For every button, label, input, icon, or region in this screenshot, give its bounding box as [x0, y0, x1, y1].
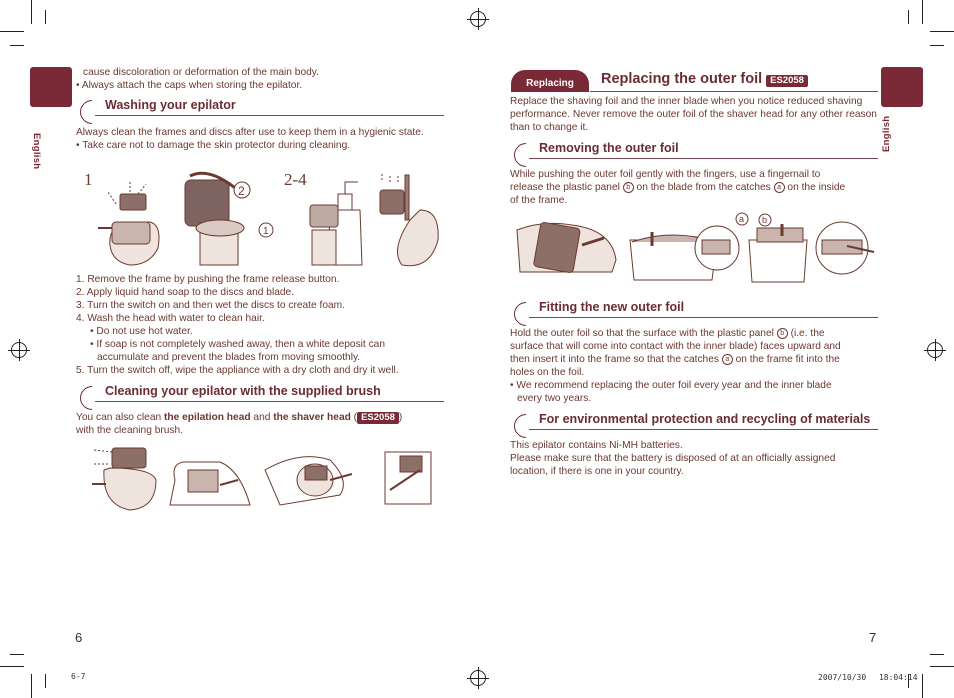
heading-rule	[529, 429, 878, 430]
removing-text: on the inside	[784, 182, 846, 193]
intro-text	[76, 66, 446, 92]
step-item: 2. Apply liquid hand soap to the discs and blade.	[76, 287, 295, 298]
crop-mark	[908, 10, 909, 24]
catch-b-icon: b	[777, 328, 788, 339]
cleaning-bold: the epilation head	[163, 412, 251, 423]
section-heading: For environmental protection and recycling of materials	[539, 412, 871, 426]
step-item: 1. Remove the frame by pushing the frame release button.	[76, 274, 340, 285]
crop-mark	[45, 674, 46, 688]
figure-label: b	[762, 215, 768, 225]
removing-text: release the plastic panel	[510, 182, 623, 193]
registration-mark	[11, 342, 27, 358]
model-badge: ES2058	[357, 412, 399, 424]
crop-mark	[922, 674, 923, 698]
crop-mark	[0, 31, 24, 32]
crop-mark	[31, 0, 32, 24]
intro-line: cause discoloration or deformation of the main body.	[83, 67, 319, 78]
registration-mark	[470, 670, 486, 686]
fitting-paragraph	[510, 327, 882, 405]
fitting-text: then insert it into the frame so that the catches	[510, 354, 722, 365]
fitting-note: • We recommend replacing the outer foil every year and the inner blade	[510, 380, 832, 391]
fitting-text: Hold the outer foil so that the surface with the plastic panel	[510, 328, 777, 339]
heading-rule	[529, 158, 878, 159]
removing-text: on the blade from the catches	[633, 182, 774, 193]
step-item: 5. Turn the switch off, wipe the appliance with a dry cloth and dry it well.	[76, 365, 399, 376]
footer-right: 2007/10/30 18:04:14	[818, 673, 918, 682]
side-label: English	[31, 133, 42, 170]
heading-arc-icon	[509, 138, 543, 172]
cleaning-bold: the shaver head	[273, 412, 351, 423]
crop-mark	[0, 666, 24, 667]
intro-paragraph: Replace the shaving foil and the inner blade when you notice reduced shaving performance. Never remove the outer foil of the shaver head for any other reason than to change it.	[510, 96, 877, 133]
crop-mark	[10, 654, 24, 655]
page-number: 6	[75, 630, 83, 645]
cleaning-paragraph	[76, 411, 448, 437]
washing-note: • Take care not to damage the skin protector during cleaning.	[76, 140, 351, 151]
crop-mark	[10, 45, 24, 46]
heading-arc-icon	[75, 381, 109, 415]
intro-line: • Always attach the caps when storing the epilator.	[76, 80, 303, 91]
heading-rule	[95, 115, 444, 116]
step-item: 3. Turn the switch on and then wet the discs to create foam.	[76, 300, 345, 311]
side-tab	[30, 67, 72, 107]
fitting-note: every two years.	[517, 393, 592, 404]
cleaning-text: You can also clean	[76, 412, 164, 423]
heading-rule	[95, 401, 444, 402]
fitting-text: on the frame fit into the	[732, 354, 840, 365]
replacing-tab	[511, 70, 589, 92]
title-rule	[590, 91, 878, 92]
cleaning-text: )	[398, 412, 403, 423]
step-note: • Do not use hot water.	[90, 326, 193, 337]
crop-mark	[31, 674, 32, 698]
crop-mark	[930, 31, 954, 32]
washing-illustration	[90, 170, 450, 270]
catch-a-icon: a	[722, 354, 733, 365]
step-number: 1	[263, 226, 269, 237]
figure-label: 1	[84, 170, 93, 189]
model-badge: ES2058	[766, 75, 808, 87]
side-label: English	[881, 115, 892, 152]
registration-mark	[927, 342, 943, 358]
steps-list	[76, 273, 446, 377]
step-number: 2	[238, 184, 245, 198]
heading-arc-icon	[75, 95, 109, 129]
crop-mark	[45, 10, 46, 24]
cleaning-text: with the cleaning brush.	[76, 425, 184, 436]
removing-illustration	[512, 210, 882, 290]
crop-mark	[930, 666, 954, 667]
heading-rule	[529, 317, 878, 318]
figure-label: 2-4	[284, 170, 307, 189]
page-number: 7	[869, 630, 877, 645]
washing-text: Always clean the frames and discs after use to keep them in a hygienic state.	[76, 127, 424, 138]
environment-text: This epilator contains Ni-MH batteries.	[510, 440, 683, 451]
fitting-text: (i.e. the	[787, 328, 825, 339]
page-title-text: Replacing the outer foil	[601, 71, 763, 87]
heading-arc-icon	[509, 409, 543, 443]
step-item: 4. Wash the head with water to clean hair.	[76, 313, 265, 324]
catch-b-icon: b	[623, 182, 634, 193]
side-tab	[881, 67, 923, 107]
catch-a-icon: a	[774, 182, 785, 193]
removing-paragraph	[510, 168, 882, 207]
environment-text: Please make sure that the battery is disposed of at an officially assigned	[510, 453, 836, 464]
footer-left: 6-7	[71, 672, 86, 681]
heading-arc-icon	[509, 297, 543, 331]
step-note: accumulate and prevent the blades from moving smoothly.	[97, 352, 361, 363]
washing-paragraph	[76, 126, 436, 152]
replacing-tab-label: Replacing	[526, 78, 574, 89]
removing-text: of the frame.	[510, 195, 568, 206]
step-note: • If soap is not completely washed away, then a white deposit can	[90, 339, 386, 350]
environment-text: location, if there is one in your country.	[510, 466, 684, 477]
section-heading: Cleaning your epilator with the supplied brush	[105, 384, 381, 398]
cleaning-text: (	[350, 412, 358, 423]
page-title	[601, 71, 808, 87]
crop-mark	[930, 654, 944, 655]
section-heading: Fitting the new outer foil	[539, 300, 685, 314]
figure-label: a	[739, 214, 745, 224]
removing-text: While pushing the outer foil gently with the fingers, use a fingernail to	[510, 169, 821, 180]
crop-mark	[922, 0, 923, 24]
cleaning-text: and	[250, 412, 274, 423]
fitting-text: holes on the foil.	[510, 367, 585, 378]
section-heading: Washing your epilator	[105, 98, 236, 112]
environment-paragraph	[510, 439, 882, 478]
brush-illustration	[90, 440, 440, 515]
section-heading: Removing the outer foil	[539, 141, 679, 155]
crop-mark	[930, 45, 944, 46]
registration-mark	[470, 11, 486, 27]
fitting-text: surface that will come into contact with the inner blade) faces upward and	[510, 341, 841, 352]
